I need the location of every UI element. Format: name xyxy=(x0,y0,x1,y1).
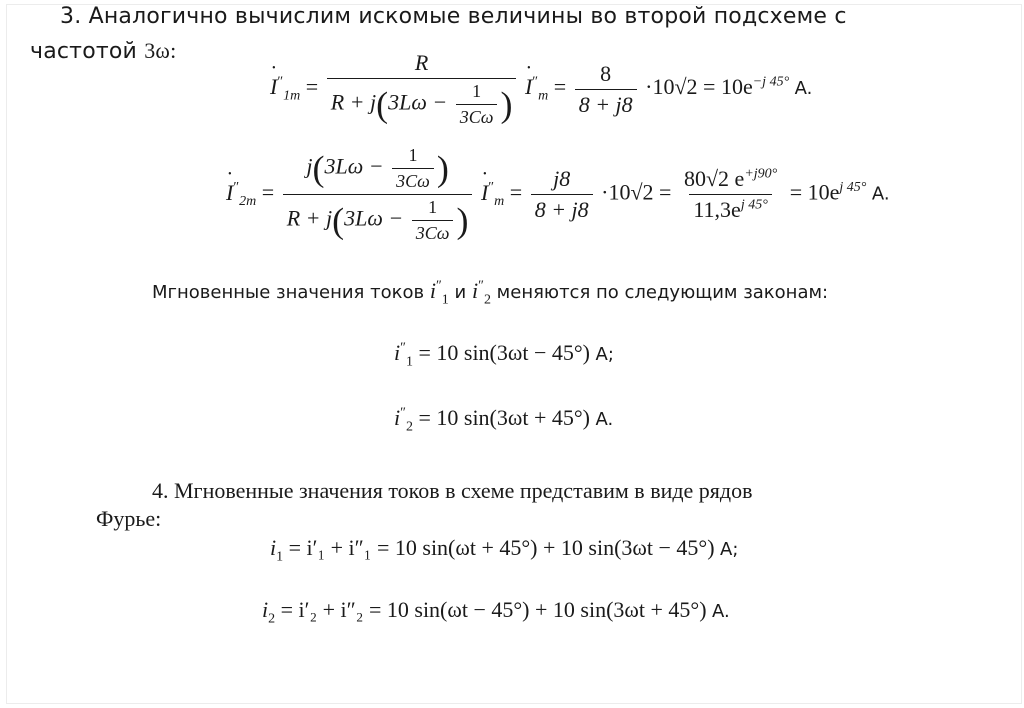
eq1-frac2-den: 8 + j8 xyxy=(575,89,637,118)
intro-line-2-text: частотой xyxy=(30,39,138,64)
eq1-frac2-num: 8 xyxy=(600,60,612,86)
eq2-small-num: 1 xyxy=(408,145,418,165)
eq2-main-fraction: j(3Lω − $\frac{1}{3C\omega}$ ) R + j(3Lω − $\frac{1}{3C\omega}$ ) xyxy=(283,145,473,244)
eq1-lhs: • I xyxy=(270,74,277,100)
eq1-den-small-den: 3Cω xyxy=(456,104,498,128)
eq2-second-fraction xyxy=(531,166,593,223)
eq1-den-inner: 3Lω − xyxy=(388,89,448,115)
fourier2-sub: 2 xyxy=(268,611,276,627)
inst1-sub: 1 xyxy=(405,354,413,370)
eq2-im: • I xyxy=(481,180,488,206)
caption-before: Мгновенные значения токов xyxy=(152,282,425,303)
equation-i1m: • $I''_{1m}$ = R R + j(3Lω − $\frac{1}{3C\omega}$ ) • $I''_m$ = $\frac{8}{8 + j8}$ $\cdot 10√2 = 10e^{-j 45^\circ}$ A. xyxy=(270,50,812,128)
eq1-den-prefix: R + j xyxy=(330,89,377,115)
caption-line: Мгновенные значения токов $i''_1$ и $i''_2$ меняются по следующим законам: xyxy=(152,278,829,308)
inst1-var: i xyxy=(394,340,401,365)
eq2-frac2-den: 8 + j8 xyxy=(531,194,593,223)
eq2-frac3-den-exp: j 45° xyxy=(740,197,768,213)
section4-line-1: 4. Мгновенные значения токов в схеме представим в виде рядов xyxy=(152,478,753,503)
instant-i2: $i''_2 = 10$ sin(3ωt + 45°) A. xyxy=(394,405,614,435)
eq1-main-fraction: R R + j(3Lω − $\frac{1}{3C\omega}$ ) xyxy=(327,50,517,128)
eq2-frac3-num-exp: +j90° xyxy=(744,166,778,182)
intro-line-1: 3. Аналогично вычислим искомые величины во второй подсхеме с xyxy=(60,4,847,29)
fourier2-expr: = i′₂ + i″₂ = 10 sin(ωt − 45°) + 10 sin(3ωt + 45°) xyxy=(280,597,707,622)
caption-i1: i xyxy=(429,278,436,303)
intro-line-2 xyxy=(30,38,176,64)
eq1-unit: A. xyxy=(794,78,813,100)
fourier1-unit: A; xyxy=(720,539,739,560)
inst2-sub: 2 xyxy=(405,419,413,435)
inst2-var: i xyxy=(394,405,401,430)
eq2-lhs-sub: 2m xyxy=(239,193,257,209)
inst1-expr: = 10 sin(3ωt − 45°) xyxy=(418,340,590,365)
inst1-unit: A; xyxy=(595,344,614,365)
eq2-unit: A. xyxy=(871,183,890,205)
eq1-den-small-num: 1 xyxy=(472,81,482,101)
eq2-tail: = 10e xyxy=(789,179,840,205)
eq2-den-small-den: 3Cω xyxy=(412,220,454,244)
eq2-num-inner: 3Lω − xyxy=(324,153,384,179)
fourier1-lhs: i xyxy=(270,535,277,560)
eq1-lhs-sub: 1m xyxy=(283,88,301,104)
eq1-second-fraction xyxy=(575,61,637,118)
eq2-im-sub: m xyxy=(494,193,505,209)
fourier1-sub: 1 xyxy=(276,549,284,565)
caption-i2: i xyxy=(471,278,479,303)
eq2-den-small-num: 1 xyxy=(428,197,438,217)
eq2-third-fraction xyxy=(680,166,781,223)
equation-i2m: • $I''_{2m}$ = j(3Lω − $\frac{1}{3C\omega}$ ) R + j(3Lω − $\frac{1}{3C\omega}$ ) • $I''_m$ = $\frac{j8}{8 + j8}$ ·10√2 = $\frac{80√2 e^{+j90^\circ}}{11,3e^{j 45^\circ}}$ = $10e^{j 45^\circ}$ A. xyxy=(226,145,890,244)
eq2-frac2-num: j8 xyxy=(553,166,571,191)
caption-i2-sub: 2 xyxy=(483,292,491,308)
inst2-unit: A. xyxy=(595,409,614,430)
eq1-im-sub: m xyxy=(538,88,549,104)
fourier2-lhs: i xyxy=(262,597,269,622)
eq1-im: • I xyxy=(525,74,532,100)
eq2-frac3-num: 80√2 e xyxy=(683,166,745,191)
caption-after: меняются по следующим законам: xyxy=(496,282,829,303)
eq2-exp: j 45° xyxy=(839,180,867,196)
caption-i1-sub: 1 xyxy=(441,292,449,308)
eq1-tail: ·10√2 = 10e xyxy=(645,74,753,100)
eq2-frac3-den: 11,3e xyxy=(693,197,741,222)
eq2-den-prefix: R + j xyxy=(286,205,333,231)
eq2-mid: ·10√2 = xyxy=(601,179,672,205)
eq2-lhs: • I xyxy=(226,180,233,206)
fourier-i2 xyxy=(262,597,730,627)
instant-i1: $i''_1 = 10$ sin(3ωt − 45°) A; xyxy=(394,340,614,370)
eq1-exp: −j 45° xyxy=(752,74,790,90)
section4-line-2: Фурье: xyxy=(96,506,162,531)
eq2-den-inner: 3Lω − xyxy=(344,205,404,231)
fourier-i1 xyxy=(270,535,738,565)
eq1-equals: = xyxy=(553,74,567,100)
intro-line-2-math: 3ω: xyxy=(144,38,177,63)
caption-mid: и xyxy=(454,282,467,303)
fourier1-expr: = i′₁ + i″₁ = 10 sin(ωt + 45°) + 10 sin(3ωt − 45°) xyxy=(288,535,715,560)
eq2-small-den: 3Cω xyxy=(392,168,434,192)
eq2-num-prefix: j xyxy=(306,153,313,179)
eq1-num: R xyxy=(414,50,429,75)
inst2-expr: = 10 sin(3ωt + 45°) xyxy=(418,405,590,430)
fourier2-unit: A. xyxy=(712,601,730,622)
